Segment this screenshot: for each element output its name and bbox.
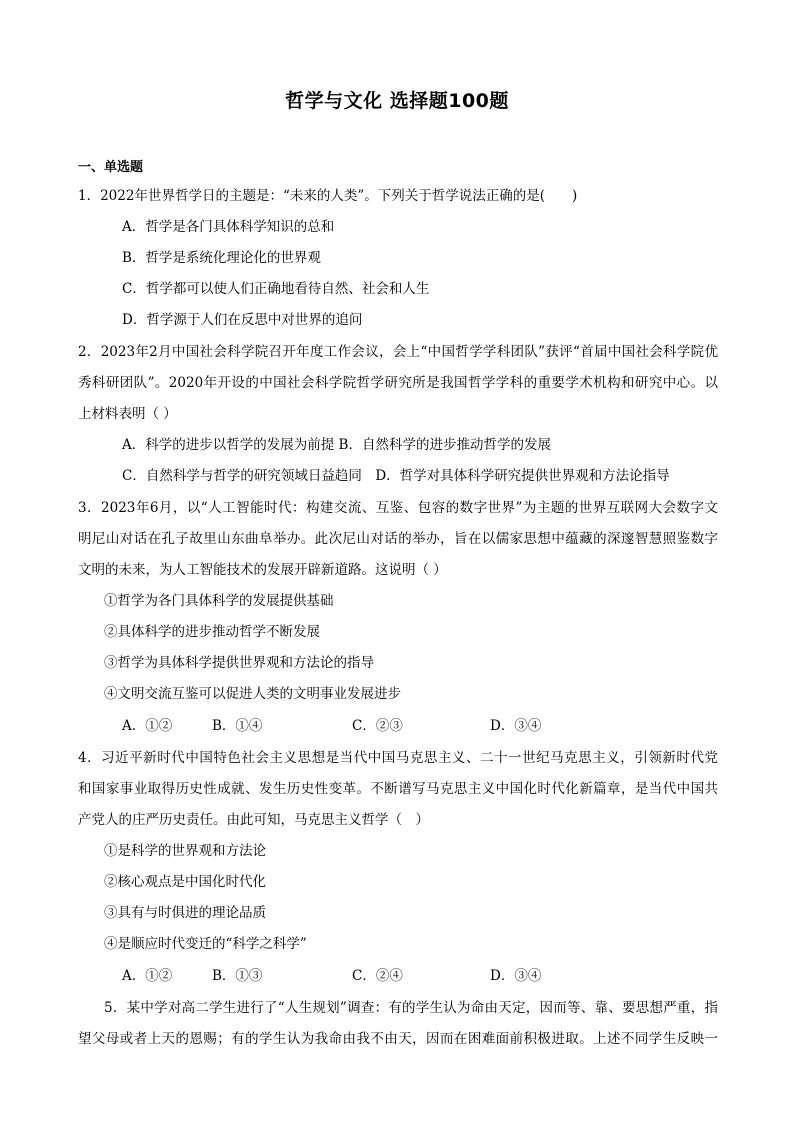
question-4-choices xyxy=(122,964,722,988)
question-3-choice-c: C．②③ xyxy=(352,718,403,734)
question-4-statement-2: ②核心观点是中国化时代化 xyxy=(104,874,266,890)
question-5-stem-line-1: 5．某中学对高二学生进行了“人生规划”调查：有的学生认为命由天定，因而等、靠、要思想严重，指 xyxy=(104,1000,718,1016)
question-2-stem-line-3: 上材料表明（ ） xyxy=(78,406,177,422)
question-1-option-a: A．哲学是各门具体科学知识的总和 xyxy=(122,219,335,235)
question-4-choice-d: D．③④ xyxy=(490,968,542,984)
question-3-choice-a: A．①② xyxy=(122,718,173,734)
question-1-option-b: B．哲学是系统化理论化的世界观 xyxy=(122,250,321,266)
question-4-stem-line-1: 4．习近平新时代中国特色社会主义思想是当代中国马克思主义、二十一世纪马克思主义，引领新时代党 xyxy=(78,750,718,766)
section-heading: 一、单选题 xyxy=(78,160,144,175)
question-3-stem-line-1: 3．2023年6月，以“人工智能时代：构建交流、互鉴、包容的数字世界”为主题的世界互联网大会数字文 xyxy=(78,500,718,516)
question-3-choices xyxy=(122,714,722,738)
question-3-statement-2: ②具体科学的进步推动哲学不断发展 xyxy=(104,624,320,640)
question-1-option-c: C．哲学都可以使人们正确地看待自然、社会和人生 xyxy=(122,281,430,297)
question-2-stem-line-1: 2．2023年2月中国社会科学院召开年度工作会议，会上“中国哲学学科团队”获评“首届中国社会科学院优 xyxy=(78,344,718,360)
question-4-stem-line-2: 和国家事业取得历史性成就、发生历史性变革。不断谱写马克思主义中国化时代化新篇章，是当代中国共 xyxy=(78,781,718,797)
question-4-statement-4: ④是顺应时代变迁的“科学之科学” xyxy=(104,936,307,952)
question-3-choice-b: B．①④ xyxy=(212,718,263,734)
question-4-choice-a: A．①② xyxy=(122,968,173,984)
question-4-stem-line-3: 产党人的庄严历史责任。由此可知，马克思主义哲学（ ） xyxy=(78,812,429,828)
question-2-options-row-2: C．自然科学与哲学的研究领域日益趋同 D．哲学对具体科学研究提供世界观和方法论指导 xyxy=(122,468,670,484)
question-3-stem-line-2: 明尼山对话在孔子故里山东曲阜举办。此次尼山对话的举办，旨在以儒家思想中蕴藏的深邃智慧照鉴数字 xyxy=(78,531,718,547)
question-4-statement-1: ①是科学的世界观和方法论 xyxy=(104,843,266,859)
question-3-statement-4: ④文明交流互鉴可以促进人类的文明事业发展进步 xyxy=(104,686,401,702)
question-3-statement-1: ①哲学为各门具体科学的发展提供基础 xyxy=(104,593,334,609)
question-3-choice-d: D．③④ xyxy=(490,718,542,734)
question-4-choice-b: B．①③ xyxy=(212,968,263,984)
question-2-options-row-1: A．科学的进步以哲学的发展为前提 B．自然科学的进步推动哲学的发展 xyxy=(122,437,551,453)
question-4-choice-c: C．②④ xyxy=(352,968,403,984)
question-3-stem-line-3: 文明的未来，为人工智能技术的发展开辟新道路。这说明（ ） xyxy=(78,562,447,578)
question-1-option-d: D．哲学源于人们在反思中对世界的追问 xyxy=(122,312,363,328)
document-title: 哲学与文化 选择题100题 xyxy=(285,90,509,112)
question-4-statement-3: ③具有与时俱进的理论品质 xyxy=(104,905,266,921)
question-5-stem-line-2: 望父母或者上天的恩赐；有的学生认为我命由我不由天，因而在困难面前积极进取。上述不同学生反映一 xyxy=(78,1031,718,1047)
question-3-statement-3: ③哲学为具体科学提供世界观和方法论的指导 xyxy=(104,655,374,671)
question-2-stem-line-2: 秀科研团队”。2020年开设的中国社会科学院哲学研究所是我国哲学学科的重要学术机构和研究中心。以 xyxy=(78,375,718,391)
question-1-stem: 1．2022年世界哲学日的主题是：“未来的人类”。下列关于哲学说法正确的是( ) xyxy=(78,188,578,204)
